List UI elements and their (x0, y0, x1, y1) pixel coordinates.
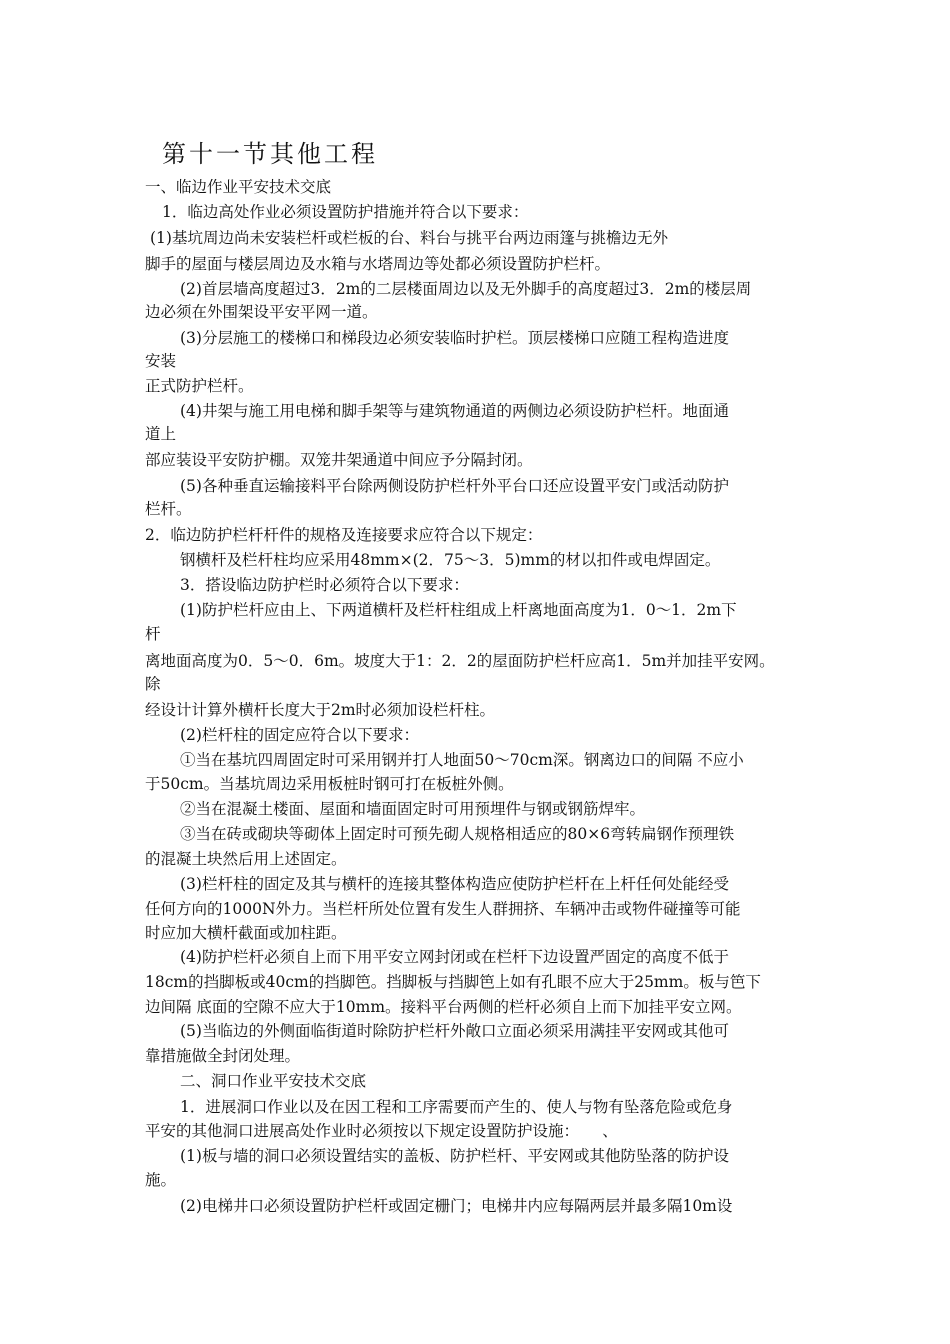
paragraph-line: (2)首层墙高度超过3．2m的二层楼面周边以及无外脚手的高度超过3．2m的楼层周 (180, 280, 752, 298)
paragraph-line: 时应加大横杆截面或加柱距。 (145, 924, 347, 942)
paragraph-line: (5)当临边的外侧面临街道时除防护栏杆外敞口立面必须采用满挂平安网或其他可 (180, 1022, 729, 1040)
paragraph-line: 离地面高度为0．5～0．6m。坡度大于1：2．2的屋面防护栏杆应高1．5m并加挂平安网。 (145, 652, 775, 670)
paragraph-line: 安装 (145, 352, 177, 370)
paragraph-line: (4)井架与施工用电梯和脚手架等与建筑物通道的两侧边必须设防护栏杆。地面通 (180, 402, 729, 420)
paragraph-line: 于50cm。当基坑周边采用板桩时钢可打在板桩外侧。 (145, 775, 514, 793)
paragraph-line: (1)板与墙的洞口必须设置结实的盖板、防护栏杆、平安网或其他防坠落的防护设 (180, 1147, 729, 1165)
section-heading: 二、洞口作业平安技术交底 (180, 1072, 367, 1090)
paragraph-line: 18cm的挡脚板或40cm的挡脚笆。挡脚板与挡脚笆上如有孔眼不应大于25mm。板与笆下 (145, 973, 761, 991)
paragraph-line: 施。 (145, 1171, 177, 1189)
section-heading: 3．搭设临边防护栏时必须符合以下要求： (180, 576, 469, 594)
paragraph-line: 道上 (145, 425, 177, 443)
paragraph-line: (5)各种垂直运输接料平台除两侧设防护栏杆外平台口还应设置平安门或活动防护 (180, 477, 729, 495)
paragraph-line: 靠措施做全封闭处理。 (145, 1047, 301, 1065)
paragraph-line: (2)栏杆柱的固定应符合以下要求： (180, 726, 419, 744)
paragraph-line: 1．临边高处作业必须设置防护措施并符合以下要求： (162, 203, 529, 221)
paragraph-line: 边必须在外围架设平安平网一道。 (145, 303, 378, 321)
paragraph-line: 任何方向的1000N外力。当栏杆所处位置有发生人群拥挤、车辆冲击或物件碰撞等可能 (145, 900, 741, 918)
paragraph-line: 正式防护栏杆。 (145, 377, 254, 395)
section-heading: 2．临边防护栏杆杆件的规格及连接要求应符合以下规定： (145, 526, 543, 544)
paragraph-line: (3)栏杆柱的固定及其与横杆的连接其整体构造应使防护栏杆在上杆任何处能经受 (180, 875, 729, 893)
paragraph-line: ③当在砖或砌块等砌体上固定时可预先砌人规格相适应的80×6弯转扁钢作预理铁 (180, 825, 735, 843)
paragraph-line: ①当在基坑四周固定时可采用钢并打人地面50～70cm深。钢离边口的间隔 不应小 (180, 751, 744, 769)
section-heading: 一、临边作业平安技术交底 (145, 178, 332, 196)
paragraph-line: 钢横杆及栏杆柱均应采用48mm×(2．75～3．5)mm的材以扣件或电焊固定。 (180, 551, 721, 569)
paragraph-line: (4)防护栏杆必须自上而下用平安立网封闭或在栏杆下边设置严固定的高度不低于 (180, 948, 729, 966)
paragraph-line: 栏杆。 (145, 500, 192, 518)
paragraph-line: (3)分层施工的楼梯口和梯段边必须安装临时护栏。顶层楼梯口应随工程构造进度 (180, 329, 729, 347)
paragraph-line: ②当在混凝土楼面、屋面和墙面固定时可用预埋件与钢或钢筋焊牢。 (180, 800, 646, 818)
paragraph-line: 脚手的屋面与楼层周边及水箱与水塔周边等处都必须设置防护栏杆。 (145, 255, 611, 273)
paragraph-line: 经设计计算外横杆长度大于2m时必须加设栏杆柱。 (145, 701, 496, 719)
paragraph-line: 边间隔 底面的空隙不应大于10mm。接料平台两侧的栏杆必须自上而下加挂平安立网。 (145, 998, 742, 1016)
paragraph-line: (1)基坑周边尚未安装栏杆或栏板的台、料台与挑平台两边雨篷与挑檐边无外 (150, 229, 668, 247)
paragraph-line: 除 (145, 675, 161, 693)
paragraph-line: 部应装设平安防护棚。双笼井架通道中间应予分隔封闭。 (145, 451, 533, 469)
paragraph-line: 的混凝土块然后用上述固定。 (145, 850, 347, 868)
paragraph-line: 1．进展洞口作业以及在因工程和工序需要而产生的、使人与物有坠落危险或危身 (180, 1098, 733, 1116)
page-title: 第十一节其他工程 (162, 140, 378, 168)
paragraph-line: (1)防护栏杆应由上、下两道横杆及栏杆柱组成上杆离地面高度为1．0～1．2m下 (180, 601, 737, 619)
paragraph-line: 杆 (145, 625, 161, 643)
paragraph-line: (2)电梯井口必须设置防护栏杆或固定栅门；电梯井内应每隔两层并最多隔10m设 (180, 1197, 733, 1215)
paragraph-line: 平安的其他洞口进展高处作业时必须按以下规定设置防护设施： 、 (145, 1122, 618, 1140)
